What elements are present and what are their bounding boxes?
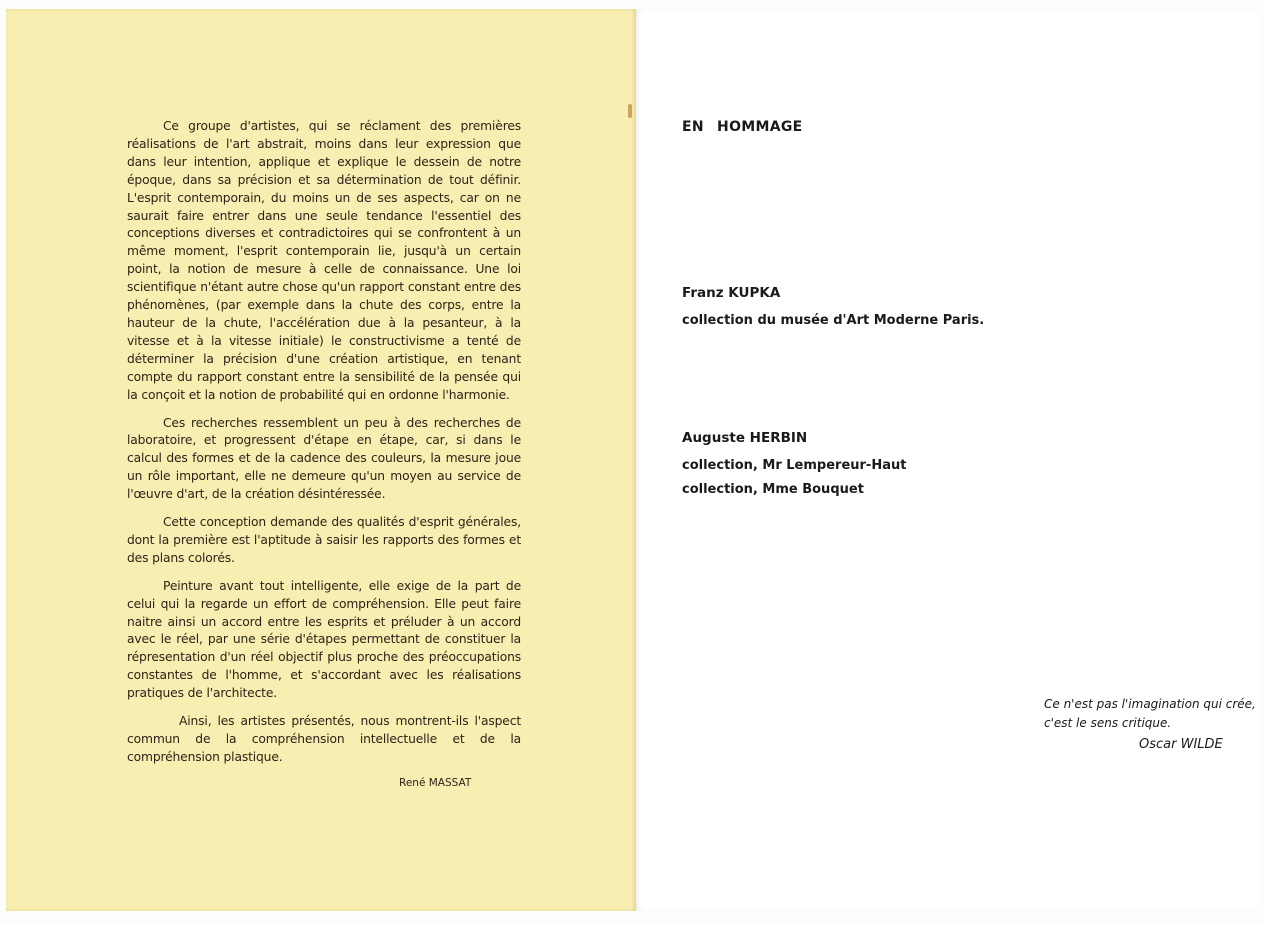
essay-paragraph-2: Ces recherches ressemblent un peu à des recherches de laboratoire, et progressent d'étape en étape, car, si dans le calcul des formes et de la cadence des couleurs, la mesure joue un rôle important, elle ne demeure qu'un moyen au service de l'œuvre d'art, de la création désintéressée. [127,415,521,502]
essay-paragraph-4: Peinture avant tout intelligente, elle exige de la part de celui qui la regarde un effort de compréhension. Elle peut faire naitre ainsi un accord entre les esprits et préluder à un accord avec le réel, par une série d'étapes permettant de constituer la répresentation d'un réel objectif plus proche des préoccupations constantes de l'homme, et s'accordant avec les réalisations pratiques de l'architecte. [127,578,521,701]
essay-paragraph-1: Ce groupe d'artistes, qui se réclament des premières réalisations de l'art abstrait, moins dans leur expression que dans leur intention, applique et explique le dessein de notre époque, dans sa précision et sa détermination de tout définir. L'esprit contemporain, du moins un de ses aspects, car on ne saurait faire entrer dans une seule tendance l'essentiel des conceptions diverses et contradictoires qui se confrontent à un même moment, l'esprit contemporain lie, jusqu'à un certain point, la notion de mesure à celle de connaissance. Une loi scientifique n'étant autre chose qu'un rapport constant entre des phénomènes, (par exemple dans la chute des corps, entre la hauteur de la chute, l'accélération due à la pesanteur, à la vitesse et à la vitesse initiale) le constructivisme a tenté de déterminer la précision d'une création artistique, en tenant compte du rapport constant entre la sensibilité de la pensée qui la conçoit et la notion de probabilité qui en ordonne l'harmonie. [127,119,521,402]
right-page [636,9,1260,911]
essay-signature: René MASSAT [399,777,472,789]
quote-line-1: Ce n'est pas l'imagination qui crée, [1044,697,1256,711]
artist-name: Franz KUPKA [682,285,781,301]
tribute-heading: EN HOMMAGE [682,119,803,135]
quote-line-2: c'est le sens critique. [1044,716,1172,730]
collection-line: collection, Mr Lempereur-Haut [682,458,907,473]
essay-text [127,118,521,777]
left-page [6,9,636,911]
artist-entry-herbin [682,430,906,505]
gutter-stain [628,104,632,118]
epigraph-quote [1044,695,1265,733]
quote-author: Oscar WILDE [1139,737,1223,752]
collection-line: collection du musée d'Art Moderne Paris. [682,313,985,328]
collection-line: collection, Mme Bouquet [682,482,864,497]
essay-paragraph-3: Cette conception demande des qualités d'esprit générales, dont la première est l'aptitude à saisir les rapports des formes et des plans colorés. [127,515,521,565]
artist-entry-kupka [682,285,984,336]
artist-name: Auguste HERBIN [682,430,808,446]
essay-paragraph-5: Ainsi, les artistes présentés, nous montrent-ils l'aspect commun de la compréhension intellectuelle et de la compréhension plastique. [127,714,521,764]
